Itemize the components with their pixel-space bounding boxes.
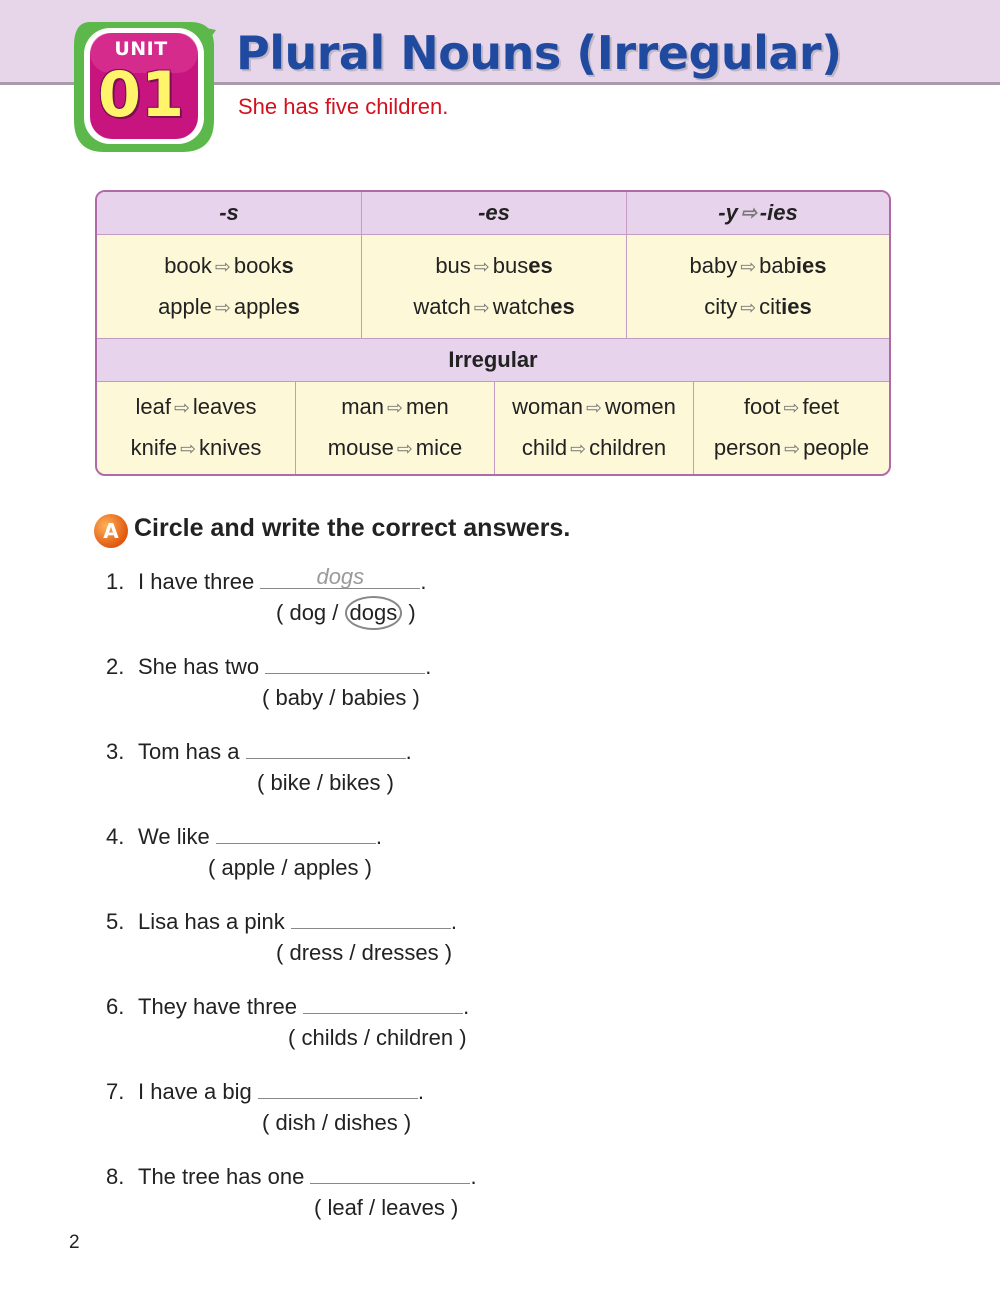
option-1[interactable]: dish <box>275 1110 316 1135</box>
example-pair: watch ⇨ watches <box>413 293 575 319</box>
example-pair: foot ⇨ feet <box>743 394 840 419</box>
arrow-icon: ⇨ <box>740 202 757 224</box>
header-cell-es <box>361 192 626 234</box>
exercise-item <box>106 1159 477 1220</box>
example-pair: knife ⇨ knives <box>130 435 262 460</box>
arrow-icon: ⇨ <box>173 398 190 419</box>
arrow-icon: ⇨ <box>214 297 231 319</box>
arrow-icon: ⇨ <box>586 398 602 419</box>
arrow-icon: ⇨ <box>783 398 800 419</box>
answer-text: dogs <box>316 564 365 589</box>
option-1[interactable]: apple <box>221 855 276 880</box>
example-pair: person ⇨ people <box>713 435 870 460</box>
example-pair: leaf ⇨ leaves <box>135 394 257 419</box>
irregular-header: Irregular <box>448 347 538 372</box>
arrow-icon: ⇨ <box>396 439 413 460</box>
question-line: 6. They have three . <box>106 989 469 1019</box>
exercise-item <box>106 904 458 965</box>
arrow-icon: ⇨ <box>473 256 490 278</box>
example-pair: apple ⇨ apples <box>158 293 300 319</box>
question-line: 8. The tree has one . <box>106 1159 477 1189</box>
exercise-item <box>106 989 470 1050</box>
answer-options: ( bike / bikes ) <box>257 770 394 795</box>
exercise-item <box>106 734 412 795</box>
example-pair: city ⇨ cities <box>704 293 812 319</box>
regular-header-row <box>97 192 889 234</box>
question-sentence: We like <box>138 824 210 849</box>
page-number: 2 <box>69 1232 80 1253</box>
arrow-icon: ⇨ <box>214 256 231 278</box>
question-line: 3. Tom has a . <box>106 734 412 764</box>
question-number: 6. <box>106 994 125 1019</box>
header-cell-s <box>97 192 361 234</box>
question-number: 2. <box>106 654 125 679</box>
question-sentence: I have a big <box>138 1079 252 1104</box>
answer-options: ( dog / dogs ) <box>276 600 416 626</box>
arrow-icon: ⇨ <box>570 439 587 460</box>
irregular-cell-2 <box>295 382 494 474</box>
answer-blank[interactable] <box>291 904 451 929</box>
question-sentence: She has two <box>138 654 260 679</box>
option-2[interactable]: babies <box>341 685 407 710</box>
grammar-table <box>95 190 891 476</box>
answer-blank[interactable] <box>216 819 376 844</box>
answer-options: ( dress / dresses ) <box>276 940 453 965</box>
irregular-cell-4 <box>693 382 889 474</box>
header-es-label: -es <box>478 200 510 225</box>
irregular-header-row <box>97 339 889 381</box>
irregular-cell-3 <box>494 382 693 474</box>
exercise-item <box>106 819 382 880</box>
arrow-icon: ⇨ <box>784 439 801 460</box>
answer-options: ( apple / apples ) <box>208 855 372 880</box>
subtitle: She has five children. <box>238 94 449 119</box>
question-sentence: I have three <box>138 569 255 594</box>
option-2[interactable]: apples <box>293 855 359 880</box>
question-sentence: Tom has a <box>138 739 240 764</box>
question-line: 5. Lisa has a pink . <box>106 904 457 934</box>
arrow-icon: ⇨ <box>180 439 197 460</box>
answer-blank[interactable] <box>303 989 463 1014</box>
example-pair: woman ⇨ women <box>512 394 676 419</box>
regular-examples-row <box>97 235 889 338</box>
answer-blank[interactable] <box>265 649 425 674</box>
header-ies-label: -ies <box>759 200 798 225</box>
unit-number: 01 <box>97 58 185 131</box>
exercise-item <box>106 649 432 710</box>
option-1[interactable]: dress <box>289 940 344 965</box>
example-pair: baby ⇨ babies <box>689 252 827 278</box>
question-number: 1. <box>106 569 125 594</box>
question-number: 3. <box>106 739 125 764</box>
question-number: 7. <box>106 1079 125 1104</box>
option-2[interactable]: leaves <box>381 1195 445 1220</box>
header-cell-ies <box>626 192 889 234</box>
question-number: 8. <box>106 1164 125 1189</box>
option-1[interactable]: leaf <box>327 1195 363 1220</box>
arrow-icon: ⇨ <box>387 398 403 419</box>
example-pair: man ⇨ men <box>341 394 449 419</box>
section-a-title: Circle and write the correct answers. <box>134 514 571 542</box>
option-1[interactable]: bike <box>270 770 311 795</box>
option-2[interactable]: children <box>376 1025 454 1050</box>
option-1[interactable]: baby <box>275 685 324 710</box>
answer-options: ( childs / children ) <box>288 1025 467 1050</box>
question-line: 4. We like . <box>106 819 382 849</box>
option-1[interactable]: childs <box>301 1025 358 1050</box>
answer-options: ( baby / babies ) <box>262 685 420 710</box>
example-pair: book ⇨ books <box>164 252 294 278</box>
answer-blank[interactable] <box>310 1159 470 1184</box>
example-cell-s <box>97 235 361 338</box>
example-pair: bus ⇨ buses <box>435 252 553 278</box>
question-sentence: The tree has one <box>138 1164 305 1189</box>
header-y-label: -y <box>718 200 738 225</box>
irregular-examples-row <box>97 382 889 474</box>
irregular-cell-1 <box>97 382 295 474</box>
arrow-icon: ⇨ <box>473 297 490 319</box>
section-a-badge-icon: A <box>94 514 128 548</box>
question-line: 1. I have three dogs . <box>106 564 427 594</box>
example-cell-ies <box>626 235 889 338</box>
question-number: 5. <box>106 909 125 934</box>
example-cell-es <box>361 235 626 338</box>
page-title: Plural Nouns (Irregular) <box>236 26 842 80</box>
option-2[interactable]: dogs <box>345 596 403 630</box>
option-2[interactable]: bikes <box>329 770 381 795</box>
question-sentence: Lisa has a pink <box>138 909 285 934</box>
unit-badge <box>70 16 216 156</box>
question-line: 2. She has two . <box>106 649 431 679</box>
answer-blank[interactable] <box>260 564 420 589</box>
example-pair: mouse ⇨ mice <box>327 435 463 460</box>
example-pair: child ⇨ children <box>521 435 667 460</box>
option-2[interactable]: dresses <box>361 940 439 965</box>
header-s-label: -s <box>219 200 239 225</box>
arrow-icon: ⇨ <box>740 256 757 278</box>
answer-options: ( leaf / leaves ) <box>314 1195 459 1220</box>
exercise-item <box>106 564 427 625</box>
question-line: 7. I have a big . <box>106 1074 424 1104</box>
question-sentence: They have three <box>138 994 297 1019</box>
unit-label: UNIT <box>114 38 168 60</box>
answer-blank[interactable] <box>246 734 406 759</box>
answer-blank[interactable] <box>258 1074 418 1099</box>
option-2[interactable]: dishes <box>334 1110 398 1135</box>
answer-options: ( dish / dishes ) <box>262 1110 412 1135</box>
option-1[interactable]: dog <box>289 600 327 625</box>
exercise-item <box>106 1074 424 1135</box>
question-number: 4. <box>106 824 125 849</box>
arrow-icon: ⇨ <box>740 297 757 319</box>
